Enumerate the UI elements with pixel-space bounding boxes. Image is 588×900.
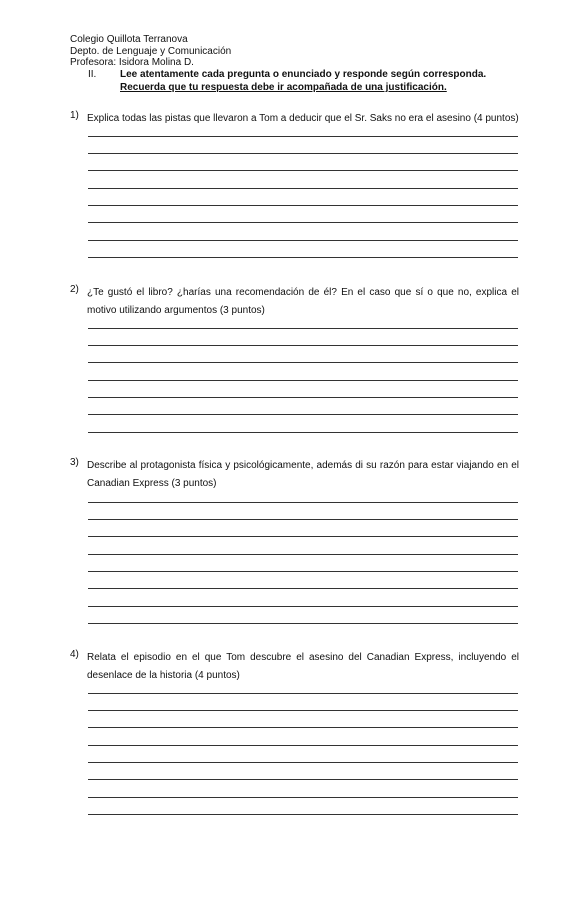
answer-line[interactable] — [88, 432, 518, 433]
question-text: Describe al protagonista física y psicológicamente, además di su razón para estar viajando en el Canadian Express (3 puntos) — [87, 460, 519, 489]
section-number: II. — [88, 69, 97, 80]
question-number: 4) — [70, 649, 79, 660]
answer-line[interactable] — [88, 257, 518, 258]
answer-line[interactable] — [88, 397, 518, 398]
answer-line[interactable] — [88, 588, 518, 589]
answer-line[interactable] — [88, 170, 518, 171]
answer-line[interactable] — [88, 797, 518, 798]
answer-line[interactable] — [88, 710, 518, 711]
question-text: ¿Te gustó el libro? ¿harías una recomendación de él? En el caso que sí o que no, explica el motivo utilizando argumentos (3 puntos) — [87, 287, 519, 316]
teacher-name: Profesora: Isidora Molina D. — [70, 57, 194, 68]
answer-line[interactable] — [88, 362, 518, 363]
question-text: Relata el episodio en el que Tom descubre el asesino del Canadian Express, incluyendo el desenlace de la historia (4 puntos) — [87, 652, 519, 681]
answer-line[interactable] — [88, 205, 518, 206]
answer-line[interactable] — [88, 536, 518, 537]
answer-line[interactable] — [88, 623, 518, 624]
question-number: 1) — [70, 110, 79, 121]
section-note: Recuerda que tu respuesta debe ir acompañada de una justificación. — [120, 82, 447, 93]
answer-line[interactable] — [88, 188, 518, 189]
answer-line[interactable] — [88, 762, 518, 763]
answer-line[interactable] — [88, 571, 518, 572]
answer-line[interactable] — [88, 519, 518, 520]
section-instruction: Lee atentamente cada pregunta o enunciado y responde según corresponda. — [120, 69, 487, 80]
question-text: Explica todas las pistas que llevaron a Tom a deducir que el Sr. Saks no era el asesino (4 puntos) — [87, 113, 519, 124]
answer-line[interactable] — [88, 222, 518, 223]
answer-line[interactable] — [88, 345, 518, 346]
department-name: Depto. de Lenguaje y Comunicación — [70, 45, 232, 57]
answer-line[interactable] — [88, 745, 518, 746]
answer-line[interactable] — [88, 554, 518, 555]
answer-line[interactable] — [88, 380, 518, 381]
document-header — [70, 34, 231, 69]
answer-line[interactable] — [88, 693, 518, 694]
school-name: Colegio Quillota Terranova — [70, 34, 188, 45]
answer-line[interactable] — [88, 814, 518, 815]
answer-line[interactable] — [88, 414, 518, 415]
answer-line[interactable] — [88, 779, 518, 780]
answer-line[interactable] — [88, 727, 518, 728]
answer-line[interactable] — [88, 328, 518, 329]
answer-line[interactable] — [88, 136, 518, 137]
answer-line[interactable] — [88, 606, 518, 607]
answer-line[interactable] — [88, 502, 518, 503]
question-number: 3) — [70, 457, 79, 468]
answer-line[interactable] — [88, 153, 518, 154]
question-number: 2) — [70, 284, 79, 295]
answer-line[interactable] — [88, 240, 518, 241]
